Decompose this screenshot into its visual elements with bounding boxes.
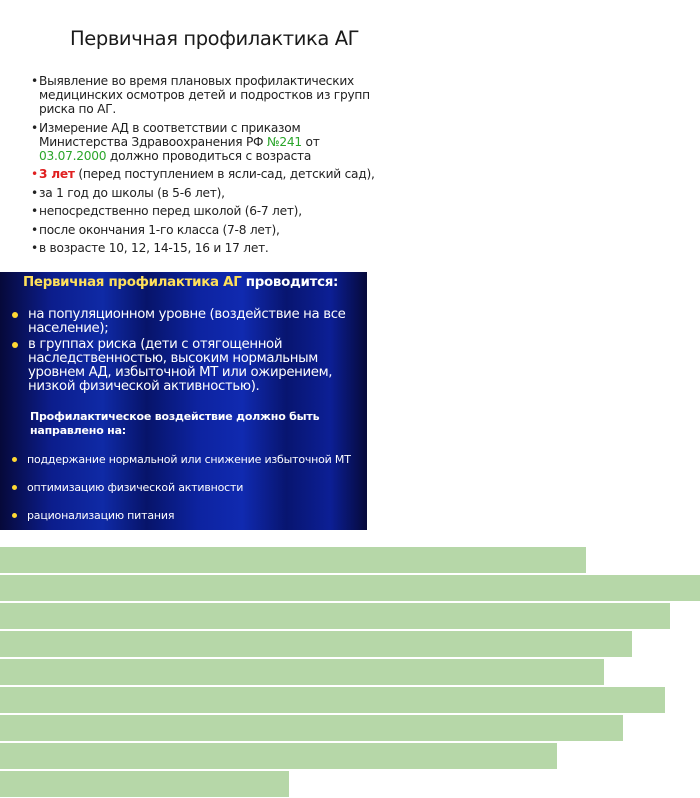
highlight-bar [0,575,700,601]
list-item [31,241,376,255]
list-item-text: в возрасте 10, 12, 14-15, 16 и 17 лет. [39,241,269,255]
highlight-bar [0,687,665,713]
list-item-text: за 1 год до школы (в 5-6 лет), [39,185,225,200]
age-highlight: 3 лет [39,167,75,181]
slide-title [23,275,338,290]
list-item-text: (перед поступлением в ясли-сад, детский сад), [74,167,375,181]
list-item-text: на популяционном уровне (воздействие на все население); [28,307,346,336]
title-rest: проводится: [241,275,339,290]
list-item [31,204,376,218]
list-item-text: непосредственно перед школой (6-7 лет), [39,204,302,218]
list-item-text: оптимизацию физической активности [27,481,244,494]
list-item [12,453,362,466]
list-item [12,338,364,394]
bullet-dot-icon [12,513,17,518]
list-item [31,223,376,237]
highlight-bar [0,603,670,629]
order-number: №241 [266,134,302,149]
highlight-bar [0,631,632,657]
highlight-bar [0,771,289,797]
bullet-dot-icon [12,312,18,318]
list-item [12,308,364,336]
slide-screening [0,0,375,270]
list-item [12,481,362,494]
highlight-bar [0,659,604,685]
list-item [12,509,362,522]
slide-prevention [0,272,367,530]
list-item-text: поддержание нормальной или снижение избыточной МТ [27,453,351,466]
order-date: 03.07.2000 [39,148,107,163]
list-item-text: рационализацию питания [27,509,175,522]
list-item-text: от [301,134,320,149]
list-item [31,121,376,163]
list-item [31,186,376,200]
bullet-dot-icon [12,342,18,348]
list-item [31,74,376,116]
highlight-bar [0,547,586,573]
list-item-text: в группах риска (дети с отягощенной наследственностью, высоким нормальным уровнем АД, избыточной МТ или ожирением, низкой физической активностью). [28,337,333,394]
title-highlight: Первичная профилактика АГ [23,275,242,290]
list-item-text: Выявление во время плановых профилактических медицинских осмотров детей и подростков из групп риска по АГ. [39,74,370,116]
bullet-dot-icon [12,457,17,462]
bullet-dot-icon [12,485,17,490]
list-item-text: должно проводиться с возраста [106,148,312,163]
list-item [31,167,376,181]
bullet-list [31,74,376,260]
slide-title: Первичная профилактика АГ [70,27,360,50]
highlight-bar [0,743,557,769]
list-item-text: Измерение АД в соответствии с приказом Министерства Здравоохранения РФ [39,120,301,149]
list-item-text: после окончания 1-го класса (7-8 лет), [39,222,280,237]
highlight-bar [0,715,623,741]
subtitle: Профилактическое воздействие должно быть направлено на: [30,410,320,437]
